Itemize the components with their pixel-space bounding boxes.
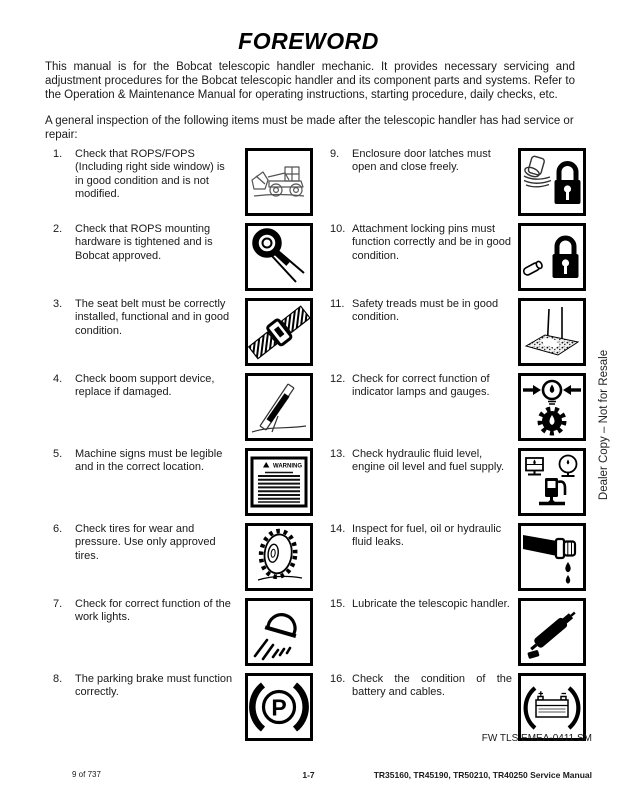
boom-support-icon xyxy=(248,376,310,438)
fluid-leaks-icon xyxy=(521,526,583,588)
item-number: 12. xyxy=(330,372,346,385)
item-icon-box xyxy=(245,373,313,441)
item-number: 15. xyxy=(330,597,346,610)
item-icon-box xyxy=(518,373,586,441)
checklist-item xyxy=(330,448,586,523)
item-text: The parking brake must function correctly. xyxy=(75,672,233,699)
footer-manual-title: TR35160, TR45190, TR50210, TR40250 Service Manual xyxy=(373,770,592,780)
checklist-item xyxy=(330,298,586,373)
checklist-item xyxy=(330,223,586,298)
item-icon-box xyxy=(245,298,313,366)
indicator-lamps-icon xyxy=(521,376,583,438)
item-icon-box xyxy=(518,223,586,291)
warning-sign-icon xyxy=(248,451,310,513)
item-icon-box xyxy=(245,598,313,666)
checklist-item xyxy=(330,373,586,448)
item-text: Enclosure door latches must open and close freely. xyxy=(352,147,491,174)
item-icon-box xyxy=(518,673,586,741)
item-icon-box xyxy=(518,598,586,666)
checklist-item xyxy=(330,598,586,673)
checklist-item xyxy=(53,223,313,298)
battery-icon xyxy=(521,676,583,738)
door-latch-icon xyxy=(521,151,583,213)
item-number: 6. xyxy=(53,522,63,535)
item-text: Machine signs must be legible and in the correct location. xyxy=(75,447,223,474)
parking-brake-icon xyxy=(248,676,310,738)
seatbelt-icon xyxy=(248,301,310,363)
item-text: Check tires for wear and pressure. Use only approved tires. xyxy=(75,522,216,562)
locking-pin-icon xyxy=(521,226,583,288)
item-icon-box xyxy=(518,148,586,216)
item-number: 2. xyxy=(53,222,63,235)
checklist-item xyxy=(330,523,586,598)
item-number: 4. xyxy=(53,372,63,385)
checklist-item xyxy=(53,148,313,223)
item-icon-box xyxy=(245,673,313,741)
checklist-item xyxy=(53,673,313,748)
safety-tread-icon xyxy=(521,301,583,363)
footer-page-number: 1-7 xyxy=(302,770,315,780)
form-code: FW TLS EMEA-0411 SM xyxy=(481,733,592,744)
footer-page-count: 9 of 737 xyxy=(72,770,101,779)
checklist-item xyxy=(330,148,586,223)
items-column-left xyxy=(53,148,313,748)
item-text: Lubricate the telescopic handler. xyxy=(352,597,510,610)
item-number: 1. xyxy=(53,147,63,160)
item-text: Check that ROPS mounting hardware is tightened and is Bobcat approved. xyxy=(75,222,213,262)
item-icon-box xyxy=(245,523,313,591)
item-number: 10. xyxy=(330,222,346,235)
item-text: Attachment locking pins must function correctly and be in good condition. xyxy=(352,222,511,262)
item-text: Check for correct function of the work lights. xyxy=(75,597,231,624)
page-footer xyxy=(0,770,617,784)
item-icon-box xyxy=(245,148,313,216)
wrench-icon xyxy=(248,226,310,288)
item-icon-box xyxy=(245,223,313,291)
checklist-item xyxy=(53,598,313,673)
dealer-copy-watermark: Dealer Copy – Not for Resale xyxy=(598,349,610,501)
intro-paragraph: This manual is for the Bobcat telescopic handler mechanic. It provides necessary servicing and adjustment procedures for the Bobcat telescopic handler and its component parts and systems. Refer to the Operation & Maintenance Manual for operating instructions, starting procedure, daily checks, etc. xyxy=(45,61,575,101)
tire-icon xyxy=(248,526,310,588)
item-text: Check that ROPS/FOPS (Including right side window) is in good condition and is not modified. xyxy=(75,147,225,201)
item-number: 16. xyxy=(330,672,346,685)
checklist-item xyxy=(53,373,313,448)
item-number: 7. xyxy=(53,597,63,610)
item-number: 13. xyxy=(330,447,346,460)
item-number: 9. xyxy=(330,147,340,160)
item-text: Check boom support device, replace if damaged. xyxy=(75,372,215,399)
work-light-icon xyxy=(248,601,310,663)
checklist-item xyxy=(53,448,313,523)
item-text: Check the condition of the battery and cables. xyxy=(352,672,512,699)
fluid-levels-icon xyxy=(521,451,583,513)
item-icon-box xyxy=(518,298,586,366)
item-number: 3. xyxy=(53,297,63,310)
item-text: Safety treads must be in good condition. xyxy=(352,297,499,324)
item-number: 11. xyxy=(330,297,345,310)
item-icon-box xyxy=(245,448,313,516)
item-text: Check hydraulic fluid level, engine oil level and fuel supply. xyxy=(352,447,505,474)
checklist-item xyxy=(53,298,313,373)
telehandler-icon xyxy=(248,151,310,213)
inspection-note: A general inspection of the following items must be made after the telescopic handler has had service or repair: xyxy=(45,115,574,142)
item-text: Check for correct function of indicator lamps and gauges. xyxy=(352,372,490,399)
item-icon-box xyxy=(518,523,586,591)
item-text: Inspect for fuel, oil or hydraulic fluid leaks. xyxy=(352,522,502,549)
page-title: FOREWORD xyxy=(238,28,379,54)
item-text: The seat belt must be correctly installed, functional and in good condition. xyxy=(75,297,230,337)
item-number: 14. xyxy=(330,522,346,535)
grease-gun-icon xyxy=(521,601,583,663)
checklist-item xyxy=(53,523,313,598)
item-number: 8. xyxy=(53,672,63,685)
checklist-grid xyxy=(53,148,617,748)
item-icon-box xyxy=(518,448,586,516)
item-number: 5. xyxy=(53,447,63,460)
items-column-right xyxy=(330,148,586,748)
